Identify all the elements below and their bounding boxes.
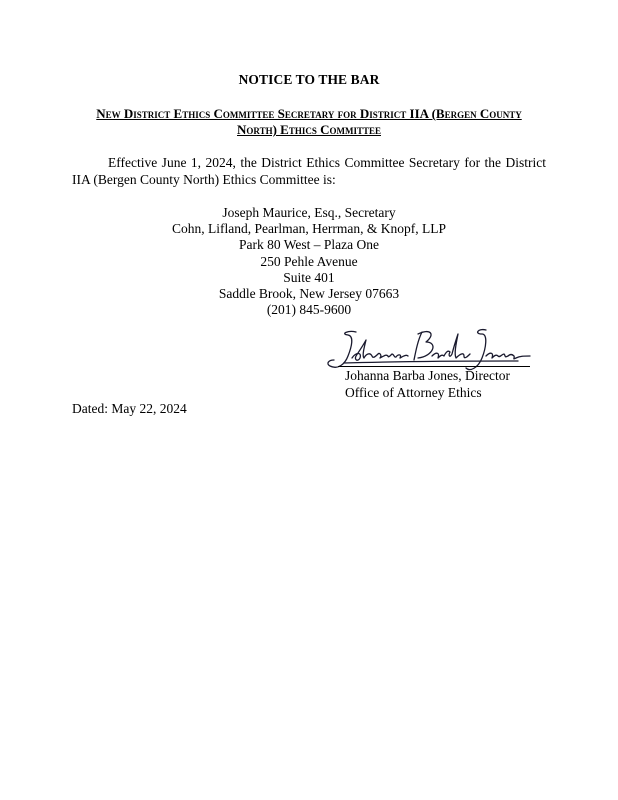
phone-number: (201) 845-9600 <box>266 302 352 318</box>
notice-title: NOTICE TO THE BAR <box>238 72 380 87</box>
suite-number: Suite 401 <box>283 269 335 285</box>
secretary-name: Joseph Maurice, Esq., Secretary <box>222 205 396 220</box>
signer-name-title: Johanna Barba Jones, Director <box>345 368 510 383</box>
city-state-zip: Saddle Brook, New Jersey 07663 <box>218 286 400 302</box>
signature-line <box>338 366 530 367</box>
signer-block <box>345 368 510 401</box>
notice-subtitle: New District Ethics Committee Secretary for District IIA (Bergen County North) Ethics Committee <box>96 106 522 137</box>
signature-text: Johanna Barba Jones <box>318 326 327 327</box>
building-name: Park 80 West – Plaza One <box>238 237 379 253</box>
signer-office: Office of Attorney Ethics <box>345 384 482 400</box>
secretary-address-block <box>0 205 618 318</box>
notice-body-paragraph: Effective June 1, 2024, the District Ethics Committee Secretary for the District IIA (Bergen County North) Ethics Committee is: <box>72 155 546 187</box>
law-firm-name: Cohn, Lifland, Pearlman, Herrman, & Knopf, LLP <box>171 221 447 237</box>
street-address: 250 Pehle Avenue <box>260 253 358 269</box>
dated-line: Dated: May 22, 2024 <box>72 401 187 416</box>
